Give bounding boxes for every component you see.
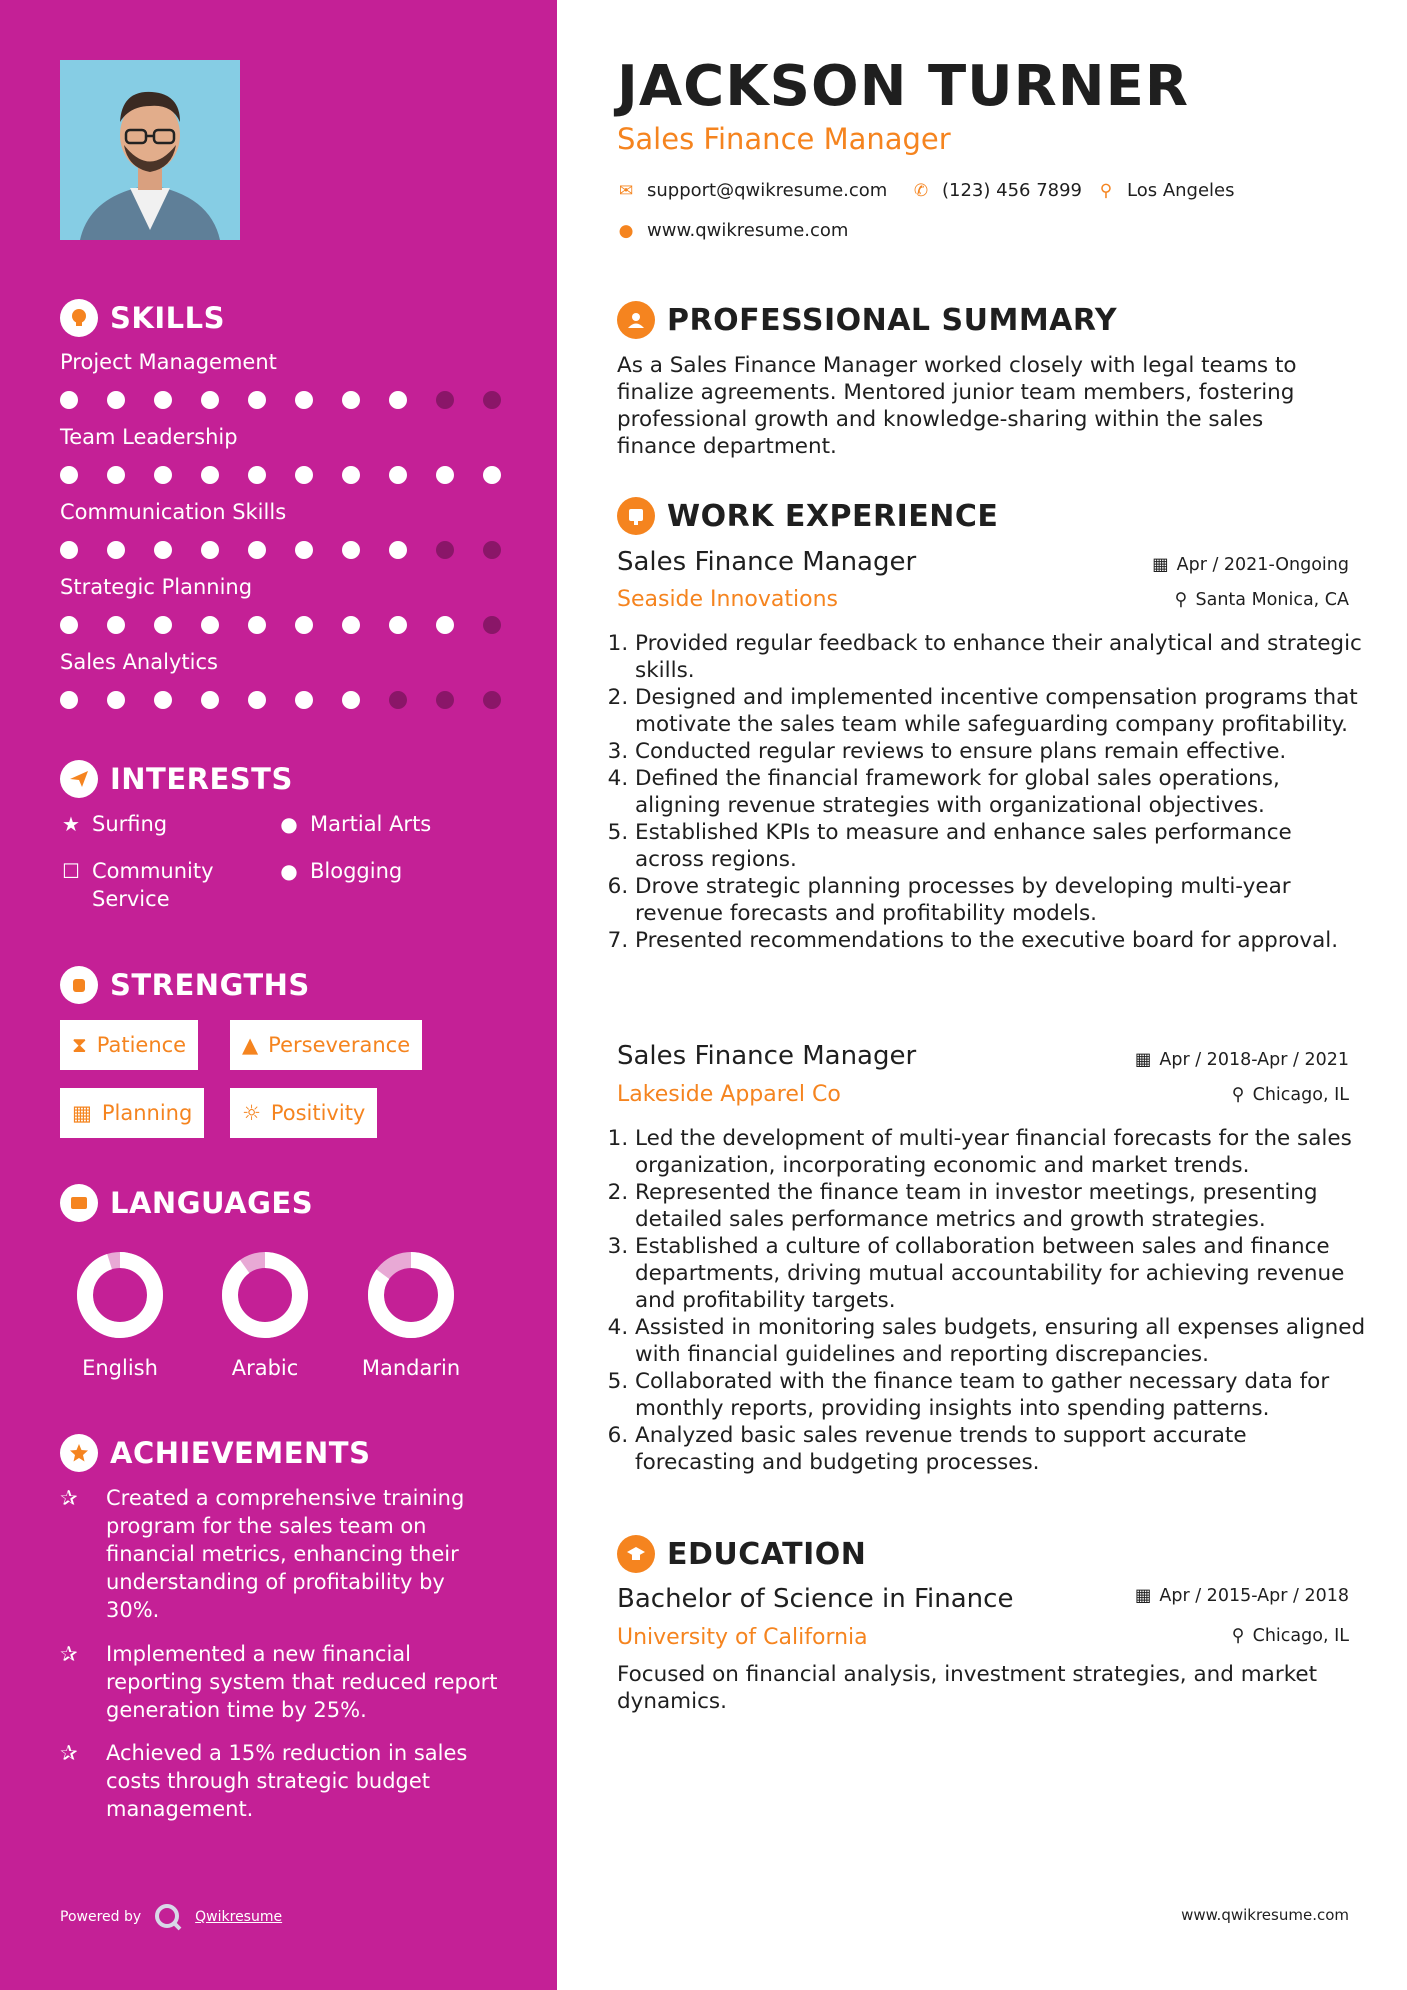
powered-by: Powered by Qwikresume: [60, 1902, 282, 1932]
paper-plane-icon: [60, 760, 98, 798]
skill-rating: [60, 616, 501, 634]
skill-dot: [295, 391, 313, 409]
strength-chip: ▦ Planning: [60, 1088, 204, 1138]
skill-dot: [389, 616, 407, 634]
graduation-cap-icon: [617, 1535, 655, 1573]
strength-chip: ▲ Perseverance: [230, 1020, 422, 1070]
duty-item: 5. Established KPIs to measure and enhance sales performance across regions.: [635, 819, 1367, 873]
sidebar: [0, 0, 557, 1990]
skill-dot: [201, 466, 219, 484]
main-content: [617, 0, 1366, 1990]
job-title: Sales Finance Manager: [617, 1041, 917, 1071]
skills-heading: SKILLS: [60, 299, 225, 337]
skill-dot: [248, 541, 266, 559]
language-item: [200, 1250, 330, 1380]
skill-dot: [154, 541, 172, 559]
pin-icon: ⚲: [1231, 1626, 1245, 1646]
calendar-icon: ▦: [1134, 1050, 1152, 1070]
star-burst-icon: ✰: [60, 1642, 78, 1666]
summary-heading: PROFESSIONAL SUMMARY: [617, 301, 1117, 339]
skill-name: Communication Skills: [60, 500, 287, 524]
skill-dot: [342, 391, 360, 409]
skill-dot: [201, 541, 219, 559]
skill-dot: [436, 391, 454, 409]
star-icon: ★: [62, 812, 80, 836]
hand-icon: ☐: [62, 859, 80, 883]
contact-email[interactable]: ✉ support@qwikresume.com: [618, 180, 888, 201]
language-icon: [60, 1184, 98, 1222]
skill-dot: [154, 616, 172, 634]
experience-heading: WORK EXPERIENCE: [617, 497, 998, 535]
avatar: [60, 60, 240, 240]
skill-dot: [248, 616, 266, 634]
skill-dot: [342, 466, 360, 484]
fist-icon: [60, 966, 98, 1004]
education-location: ⚲ Chicago, IL: [1231, 1626, 1349, 1646]
duty-item: 5. Collaborated with the finance team to gather necessary data for monthly reports, providing insights into spending patterns.: [635, 1368, 1367, 1422]
skill-dot: [201, 616, 219, 634]
skill-rating: [60, 691, 501, 709]
skill-dot: [60, 391, 78, 409]
medal-icon: [60, 1434, 98, 1472]
skill-dot: [436, 616, 454, 634]
skill-dot: [436, 466, 454, 484]
language-donut: [366, 1250, 456, 1340]
skill-dot: [107, 466, 125, 484]
contact-website[interactable]: ● www.qwikresume.com: [618, 220, 849, 241]
languages-heading: LANGUAGES: [60, 1184, 313, 1222]
job-dates: ▦ Apr / 2021-Ongoing: [1152, 555, 1349, 575]
company-name: Lakeside Apparel Co: [617, 1082, 841, 1107]
achievements-heading: ACHIEVEMENTS: [60, 1434, 370, 1472]
duty-item: 4. Defined the financial framework for global sales operations, aligning revenue strategies with organizational objectives.: [635, 765, 1367, 819]
duty-item: 3. Established a culture of collaboration between sales and finance departments, driving mutual accountability for achieving revenue and profitability targets.: [635, 1233, 1367, 1314]
language-donut: [75, 1250, 165, 1340]
donut-fill: [85, 1260, 155, 1330]
education-dates: ▦ Apr / 2015-Apr / 2018: [1134, 1586, 1349, 1606]
skill-dot: [248, 466, 266, 484]
duty-item: 2. Designed and implemented incentive compensation programs that motivate the sales team while safeguarding company profitability.: [635, 684, 1367, 738]
degree-title: Bachelor of Science in Finance: [617, 1584, 1014, 1614]
education-heading: EDUCATION: [617, 1535, 866, 1573]
skill-dot: [107, 541, 125, 559]
donut-fill: [230, 1260, 300, 1330]
skill-name: Strategic Planning: [60, 575, 253, 599]
skill-dot: [295, 616, 313, 634]
skill-dot: [436, 541, 454, 559]
phone-icon: ✆: [913, 180, 929, 201]
skill-rating: [60, 391, 501, 409]
skill-rating: [60, 541, 501, 559]
strength-chip: ⧗ Patience: [60, 1020, 198, 1070]
strength-chip: ☼ Positivity: [230, 1088, 377, 1138]
duty-item: 1. Provided regular feedback to enhance their analytical and strategic skills.: [635, 630, 1367, 684]
language-label: Arabic: [231, 1356, 299, 1380]
skill-dot: [60, 541, 78, 559]
skill-dot: [154, 466, 172, 484]
achievement-item: ✰ Implemented a new financial reporting system that reduced report generation time by 25%.: [60, 1642, 498, 1722]
hourglass-icon: ⧗: [72, 1032, 87, 1057]
envelope-icon: ✉: [618, 180, 634, 201]
language-label: Mandarin: [361, 1356, 461, 1380]
language-label: English: [82, 1356, 158, 1380]
profile-photo: [60, 60, 240, 240]
education-description: Focused on financial analysis, investment strategies, and market dynamics.: [617, 1662, 1318, 1714]
achievement-item: ✰ Created a comprehensive training program for the sales team on financial metrics, enhancing their understanding of profitability by 30%.: [60, 1486, 465, 1622]
company-name: Seaside Innovations: [617, 587, 838, 612]
briefcase-icon: [617, 497, 655, 535]
skill-dot: [60, 691, 78, 709]
road-icon: ▲: [242, 1033, 259, 1057]
map-pin-icon: ⚲: [1099, 180, 1113, 201]
globe-icon: ●: [280, 812, 298, 836]
job-duties: [617, 630, 1367, 954]
skill-dot: [295, 541, 313, 559]
interest-item: ★ Surfing: [60, 810, 167, 838]
skill-dot: [154, 391, 172, 409]
interest-item: ☐ Community Service: [60, 857, 260, 913]
skill-dot: [107, 691, 125, 709]
skill-dot: [483, 691, 501, 709]
pin-icon: ⚲: [1174, 590, 1188, 610]
duty-item: 6. Drove strategic planning processes by developing multi-year revenue forecasts and profitability models.: [635, 873, 1367, 927]
achievement-item: ✰ Achieved a 15% reduction in sales costs through strategic budget management.: [60, 1741, 468, 1821]
job-dates: ▦ Apr / 2018-Apr / 2021: [1134, 1050, 1349, 1070]
duty-item: 6. Analyzed basic sales revenue trends to support accurate forecasting and budgeting processes.: [635, 1422, 1367, 1476]
contact-phone[interactable]: ✆ (123) 456 7899: [913, 180, 1083, 201]
skill-dot: [483, 541, 501, 559]
skill-dot: [60, 466, 78, 484]
job-location: ⚲ Santa Monica, CA: [1174, 590, 1349, 610]
contact-location: ⚲ Los Angeles: [1097, 180, 1235, 201]
skill-rating: [60, 466, 501, 484]
job-location: ⚲ Chicago, IL: [1231, 1085, 1349, 1105]
qwikresume-logo-icon: [153, 1902, 183, 1932]
skill-dot: [248, 691, 266, 709]
duty-item: 4. Assisted in monitoring sales budgets, ensuring all expenses aligned with financial guidelines and reporting discrepancies.: [635, 1314, 1367, 1368]
skill-dot: [248, 391, 266, 409]
skill-dot: [389, 391, 407, 409]
language-item: [55, 1250, 185, 1380]
skill-dot: [483, 466, 501, 484]
users-icon: ●: [280, 859, 298, 883]
school-name: University of California: [617, 1625, 868, 1650]
candidate-title: Sales Finance Manager: [617, 122, 951, 156]
sun-icon: ☼: [242, 1101, 261, 1125]
skill-dot: [60, 616, 78, 634]
skill-dot: [342, 541, 360, 559]
calendar-icon: ▦: [1134, 1586, 1152, 1606]
skill-dot: [342, 616, 360, 634]
skill-dot: [201, 691, 219, 709]
duty-item: 7. Presented recommendations to the executive board for approval.: [635, 927, 1367, 954]
skill-name: Project Management: [60, 350, 277, 374]
star-burst-icon: ✰: [60, 1486, 78, 1510]
skill-dot: [342, 691, 360, 709]
skill-dot: [154, 691, 172, 709]
qwikresume-link[interactable]: Qwikresume: [195, 1909, 283, 1925]
pin-icon: ⚲: [1231, 1085, 1245, 1105]
skill-dot: [295, 466, 313, 484]
globe-icon: ●: [618, 220, 634, 241]
summary-text: As a Sales Finance Manager worked closely with legal teams to finalize agreements. Mentored junior team members, fostering professional growth and knowledge-sharing within the sales finance department.: [617, 353, 1297, 459]
interests-heading: INTERESTS: [60, 760, 293, 798]
interest-item: ● Martial Arts: [278, 810, 431, 838]
candidate-name: JACKSON TURNER: [617, 54, 1190, 119]
calendar-icon: ▦: [72, 1101, 92, 1125]
skill-dot: [483, 391, 501, 409]
job-duties: [617, 1125, 1367, 1476]
skill-dot: [389, 466, 407, 484]
footer-url[interactable]: www.qwikresume.com: [1181, 1906, 1349, 1924]
duty-item: 2. Represented the finance team in investor meetings, presenting detailed sales performance metrics and growth strategies.: [635, 1179, 1367, 1233]
language-item: [346, 1250, 476, 1380]
skill-dot: [107, 391, 125, 409]
skill-name: Team Leadership: [60, 425, 238, 449]
duty-item: 3. Conducted regular reviews to ensure plans remain effective.: [635, 738, 1367, 765]
skill-dot: [436, 691, 454, 709]
calendar-icon: ▦: [1152, 555, 1169, 575]
interest-item: ● Blogging: [278, 857, 402, 885]
strengths-heading: STRENGTHS: [60, 966, 310, 1004]
job-title: Sales Finance Manager: [617, 547, 917, 577]
skill-dot: [483, 616, 501, 634]
skill-dot: [389, 541, 407, 559]
skill-dot: [389, 691, 407, 709]
star-burst-icon: ✰: [60, 1741, 78, 1765]
duty-item: 1. Led the development of multi-year financial forecasts for the sales organization, incorporating economic and market trends.: [635, 1125, 1367, 1179]
skill-dot: [201, 391, 219, 409]
lightbulb-icon: [60, 299, 98, 337]
skill-name: Sales Analytics: [60, 650, 218, 674]
skill-dot: [295, 691, 313, 709]
language-donut: [220, 1250, 310, 1340]
skill-dot: [107, 616, 125, 634]
user-icon: [617, 301, 655, 339]
